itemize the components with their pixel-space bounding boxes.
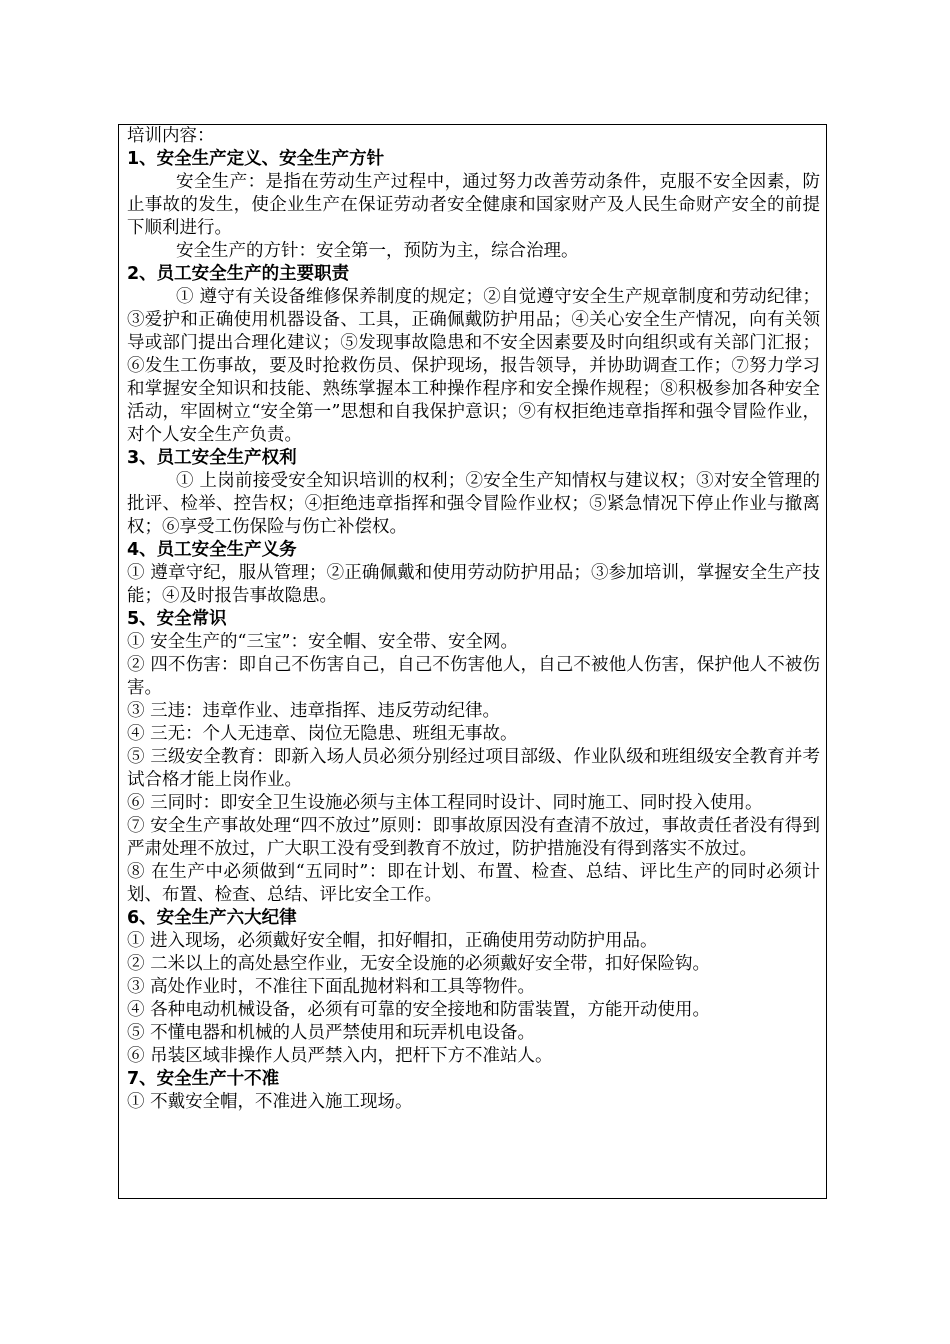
section-paragraph: ② 二米以上的高处悬空作业，无安全设施的必须戴好安全带，扣好保险钩。 bbox=[127, 954, 711, 974]
section-paragraph: ① 遵守有关设备维修保养制度的规定；②自觉遵守安全生产规章制度和劳动纪律；③爱护和正确使用机器设备、工具，正确佩戴防护用品；④关心安全生产情况，向有关领导或部门提出合理化建议；⑤发现事故隐患和不安全因素要及时向组织或有关部门汇报；⑥发生工伤事故，要及时抢救伤员、保护现场，报告领导，并协助调查工作；⑦努力学习和掌握安全知识和技能、熟练掌握本工种操作程序和安全操作规程；⑧积极参加各种安全活动，牢固树立“安全第一”思想和自我保护意识；⑨有权拒绝违章指挥和强令冒险作业，对个人安全生产负责。 bbox=[127, 287, 820, 445]
section-paragraph: ① 上岗前接受安全知识培训的权利；②安全生产知情权与建议权；③对安全管理的批评、检举、控告权；④拒绝违章指挥和强令冒险作业权；⑤紧急情况下停止作业与撤离权；⑥享受工伤保险与伤亡补偿权。 bbox=[127, 471, 820, 537]
section-paragraph: ⑤ 三级安全教育：即新入场人员必须分别经过项目部级、作业队级和班组级安全教育并考试合格才能上岗作业。 bbox=[127, 747, 820, 790]
training-content-box bbox=[118, 124, 827, 1199]
section-paragraph: ⑧ 在生产中必须做到“五同时”：即在计划、布置、检查、总结、评比生产的同时必须计划、布置、检查、总结、评比安全工作。 bbox=[127, 862, 820, 905]
section-1 bbox=[127, 148, 820, 263]
section-paragraph: ④ 各种电动机械设备，必须有可靠的安全接地和防雷装置，方能开动使用。 bbox=[127, 1000, 711, 1020]
section-paragraph: ③ 高处作业时，不准往下面乱抛材料和工具等物件。 bbox=[127, 977, 536, 997]
section-paragraph: ④ 三无：个人无违章、岗位无隐患、班组无事故。 bbox=[127, 724, 518, 744]
sections-container bbox=[127, 148, 820, 1114]
section-paragraph: 安全生产：是指在劳动生产过程中，通过努力改善劳动条件，克服不安全因素，防止事故的发生，使企业生产在保证劳动者安全健康和国家财产及人民生命财产安全的前提下顺利进行。 bbox=[127, 172, 820, 238]
section-4 bbox=[127, 539, 820, 608]
section-heading: 4、员工安全生产义务 bbox=[127, 540, 297, 560]
section-7 bbox=[127, 1068, 820, 1114]
section-heading: 6、安全生产六大纪律 bbox=[127, 908, 297, 928]
section-heading: 5、安全常识 bbox=[127, 609, 227, 629]
section-paragraph: ③ 三违：违章作业、违章指挥、违反劳动纪律。 bbox=[127, 701, 501, 721]
section-2 bbox=[127, 263, 820, 447]
section-paragraph: ⑤ 不懂电器和机械的人员严禁使用和玩弄机电设备。 bbox=[127, 1023, 536, 1043]
section-paragraph: 安全生产的方针：安全第一，预防为主，综合治理。 bbox=[176, 241, 579, 261]
section-paragraph: ① 进入现场，必须戴好安全帽，扣好帽扣，正确使用劳动防护用品。 bbox=[127, 931, 658, 951]
intro-label: 培训内容： bbox=[127, 126, 215, 146]
section-heading: 3、员工安全生产权利 bbox=[127, 448, 297, 468]
section-paragraph: ① 安全生产的“三宝”：安全帽、安全带、安全网。 bbox=[127, 632, 518, 652]
section-heading: 7、安全生产十不准 bbox=[127, 1069, 280, 1089]
section-heading: 2、员工安全生产的主要职责 bbox=[127, 264, 350, 284]
section-paragraph: ⑦ 安全生产事故处理“四不放过”原则：即事故原因没有查清不放过，事故责任者没有得到严肃处理不放过，广大职工没有受到教育不放过，防护措施没有得到落实不放过。 bbox=[127, 816, 820, 859]
section-heading: 1、安全生产定义、安全生产方针 bbox=[127, 149, 385, 169]
section-paragraph: ① 遵章守纪，服从管理；②正确佩戴和使用劳动防护用品；③参加培训，掌握安全生产技能；④及时报告事故隐患。 bbox=[127, 563, 820, 606]
section-5 bbox=[127, 608, 820, 907]
section-3 bbox=[127, 447, 820, 539]
section-paragraph: ① 不戴安全帽，不准进入施工现场。 bbox=[127, 1092, 413, 1112]
section-paragraph: ⑥ 吊装区域非操作人员严禁入内，把杆下方不准站人。 bbox=[127, 1046, 553, 1066]
section-6 bbox=[127, 907, 820, 1068]
section-paragraph: ② 四不伤害：即自己不伤害自己，自己不伤害他人，自己不被他人伤害，保护他人不被伤害。 bbox=[127, 655, 820, 698]
section-paragraph: ⑥ 三同时：即安全卫生设施必须与主体工程同时设计、同时施工、同时投入使用。 bbox=[127, 793, 763, 813]
